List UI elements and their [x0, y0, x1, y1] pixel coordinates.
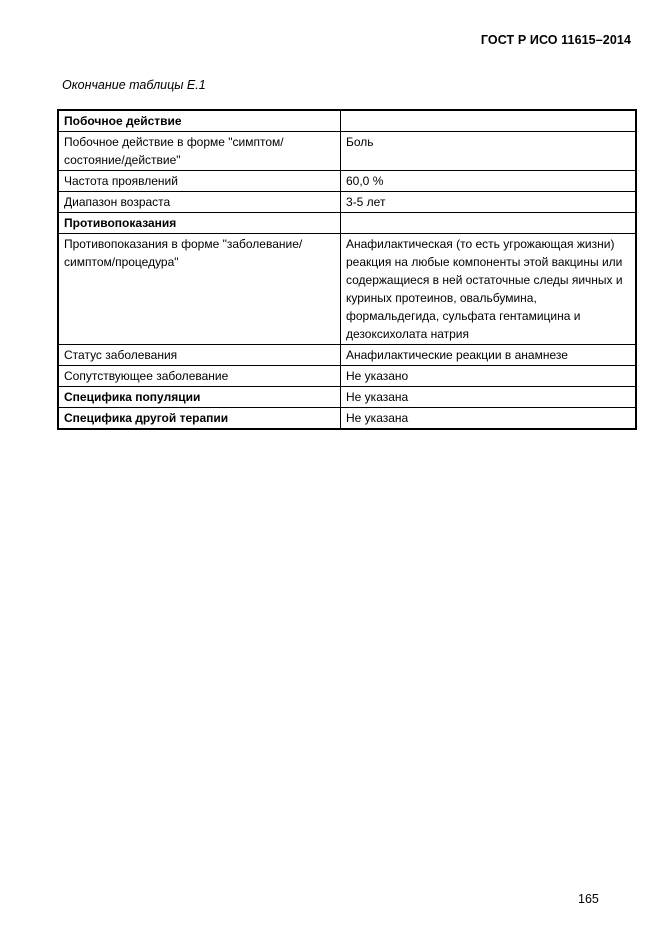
row-label: Противопоказания [58, 213, 341, 234]
page-number: 165 [578, 892, 599, 906]
row-label: Частота проявлений [58, 171, 341, 192]
row-label: Специфика популяции [58, 387, 341, 408]
row-label: Статус заболевания [58, 345, 341, 366]
row-label: Побочное действие [58, 110, 341, 132]
row-label: Специфика другой терапии [58, 408, 341, 430]
row-label: Побочное действие в форме "симптом/состояние/действие" [58, 132, 341, 171]
row-value: Не указана [341, 387, 637, 408]
row-value: Анафилактическая (то есть угрожающая жизни) реакция на любые компоненты этой вакцины или содержащиеся в ней остаточные следы яичных и куриных протеинов, овальбумина, формальдегида, сульфата гентамицина и дезоксихолата натрия [341, 234, 637, 345]
row-value: Боль [341, 132, 637, 171]
row-value: Анафилактические реакции в анамнезе [341, 345, 637, 366]
row-value [341, 110, 637, 132]
table-caption: Окончание таблицы Е.1 [62, 78, 206, 92]
table-row [58, 132, 636, 171]
table-row [58, 345, 636, 366]
row-label: Сопутствующее заболевание [58, 366, 341, 387]
row-value: 3-5 лет [341, 192, 637, 213]
row-value [341, 213, 637, 234]
table-row [58, 234, 636, 345]
specification-table [57, 109, 637, 430]
table-row [58, 387, 636, 408]
table-row [58, 366, 636, 387]
row-label: Противопоказания в форме "заболевание/симптом/процедура" [58, 234, 341, 345]
table-row [58, 171, 636, 192]
row-value: 60,0 % [341, 171, 637, 192]
row-value: Не указано [341, 366, 637, 387]
row-label: Диапазон возраста [58, 192, 341, 213]
row-value: Не указана [341, 408, 637, 430]
table-row-section-adverse-effect [58, 110, 636, 132]
table-row [58, 408, 636, 430]
table-row [58, 192, 636, 213]
table-row-section-contraindications [58, 213, 636, 234]
document-code: ГОСТ Р ИСО 11615–2014 [480, 33, 631, 47]
